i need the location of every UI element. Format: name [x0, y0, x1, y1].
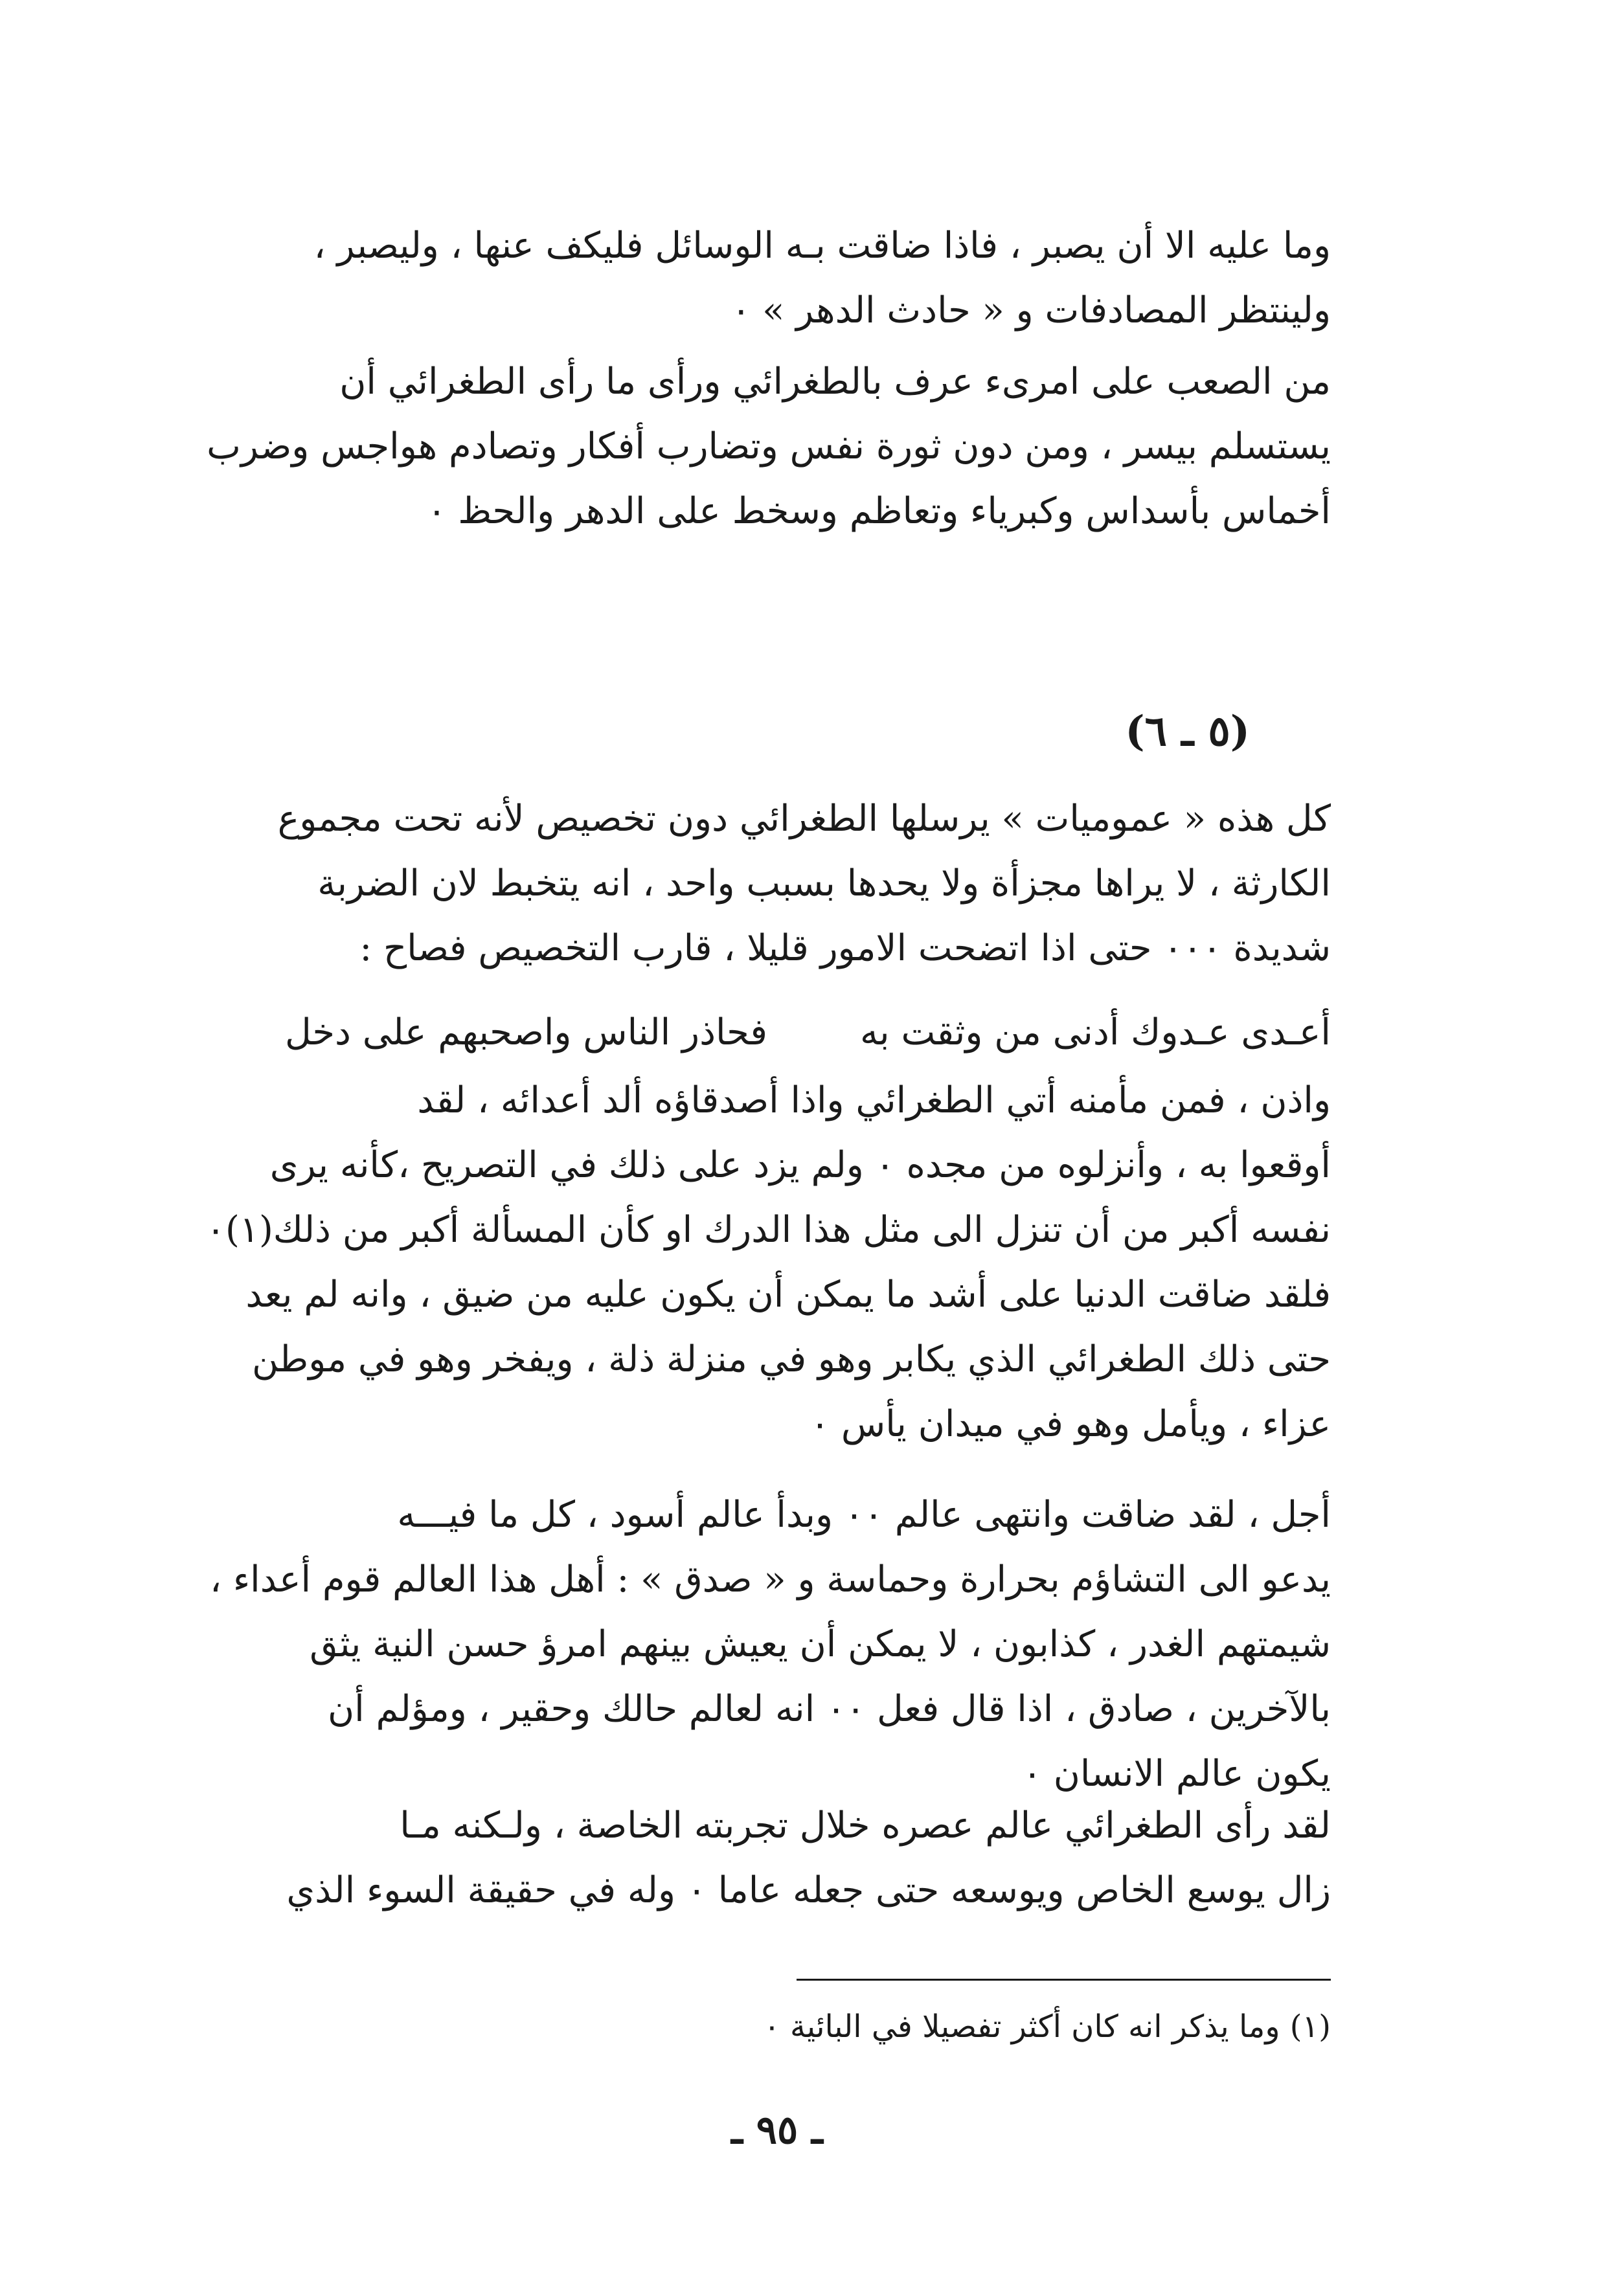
paragraph-3 [277, 787, 1331, 981]
text-line: يدعو الى التشاؤم بحرارة وحماسة و « صدق » : أهل هذا العالم قوم أعداء ، [209, 1559, 1331, 1601]
text-line: عزاء ، ويأمل وهو في ميدان يأس ٠ [810, 1403, 1331, 1445]
poem-verse [285, 1000, 1331, 1065]
footnote: (١) وما يذكر انه كان أكثر تفصيلا في البائية ٠ [763, 2009, 1331, 2045]
verse-first-hemistich: أعـدى عـدوك أدنى من وثقت به [860, 1011, 1331, 1053]
text-line: شيمتهم الغدر ، كذابون ، لا يمكن أن يعيش بينهم امرؤ حسن النية يثق [310, 1623, 1331, 1665]
section-heading: (٥ ـ ٦) [1125, 707, 1250, 756]
text-line: أوقعوا به ، وأنزلوه من مجده ٠ ولم يزد على ذلك في التصريح ،كأنه يرى [269, 1144, 1331, 1186]
page-number: ـ ٩٥ ـ [731, 2108, 823, 2153]
text-line: أجل ، لقد ضاقت وانتهى عالم ٠٠ وبدأ عالم أسود ، كل ما فيـــه [397, 1494, 1331, 1536]
text-line: حتى ذلك الطغرائي الذي يكابر وهو في منزلة ذلة ، ويفخر وهو في موطن [252, 1338, 1331, 1380]
verse-second-hemistich: فحاذر الناس واصحبهم على دخل [285, 1011, 767, 1053]
paragraph-2 [207, 350, 1331, 544]
text-line: يستسلم بيسر ، ومن دون ثورة نفس وتضارب أفكار وتصادم هواجس وضرب [207, 425, 1331, 467]
text-line: واذن ، فمن مأمنه أتي الطغرائي واذا أصدقاؤه ألد أعدائه ، لقد [417, 1079, 1331, 1121]
footnote-divider [797, 1979, 1331, 1981]
text-line: زال يوسع الخاص ويوسعه حتى جعله عاما ٠ وله في حقيقة السوء الذي [286, 1869, 1331, 1911]
text-line: من الصعب على امرىء عرف بالطغرائي ورأى ما رأى الطغرائي أن [339, 361, 1331, 403]
text-line: الكارثة ، لا يراها مجزأة ولا يحدها بسبب واحد ، انه يتخبط لان الضربة [317, 862, 1331, 905]
paragraph-6 [285, 1794, 1331, 1923]
text-line: ولينتظر المصادفات و « حادث الدهر » ٠ [731, 289, 1331, 332]
text-line: نفسه أكبر من أن تنزل الى مثل هذا الدرك او كأن المسألة أكبر من ذلك(١)٠ [205, 1209, 1331, 1251]
text-line: وما عليه الا أن يصبر ، فاذا ضاقت بـه الوسائل فليكف عنها ، وليصبر ، [313, 225, 1331, 267]
text-line: كل هذه « عموميات » يرسلها الطغرائي دون تخصيص لأنه تحت مجموع [277, 798, 1331, 840]
text-line: لقد رأى الطغرائي عالم عصره خلال تجربته الخاصة ، ولـكنه مـا [400, 1805, 1331, 1847]
text-line: بالآخرين ، صادق ، اذا قال فعل ٠٠ انه لعالم حالك وحقير ، ومؤلم أن [327, 1688, 1331, 1730]
paragraph-1 [285, 214, 1331, 343]
paragraph-4 [205, 1068, 1331, 1457]
text-line: يكون عالم الانسان ٠ [1022, 1753, 1331, 1795]
text-line: شديدة ٠٠٠ حتى اذا اتضحت الامور قليلا ، قارب التخصيص فصاح : [359, 927, 1331, 969]
text-line: فلقد ضاقت الدنيا على أشد ما يمكن أن يكون عليه من ضيق ، وانه لم يعد [245, 1274, 1331, 1316]
paragraph-5 [209, 1483, 1331, 1806]
text-line: أخماس بأسداس وكبرياء وتعاظم وسخط على الدهر والحظ ٠ [427, 490, 1331, 532]
